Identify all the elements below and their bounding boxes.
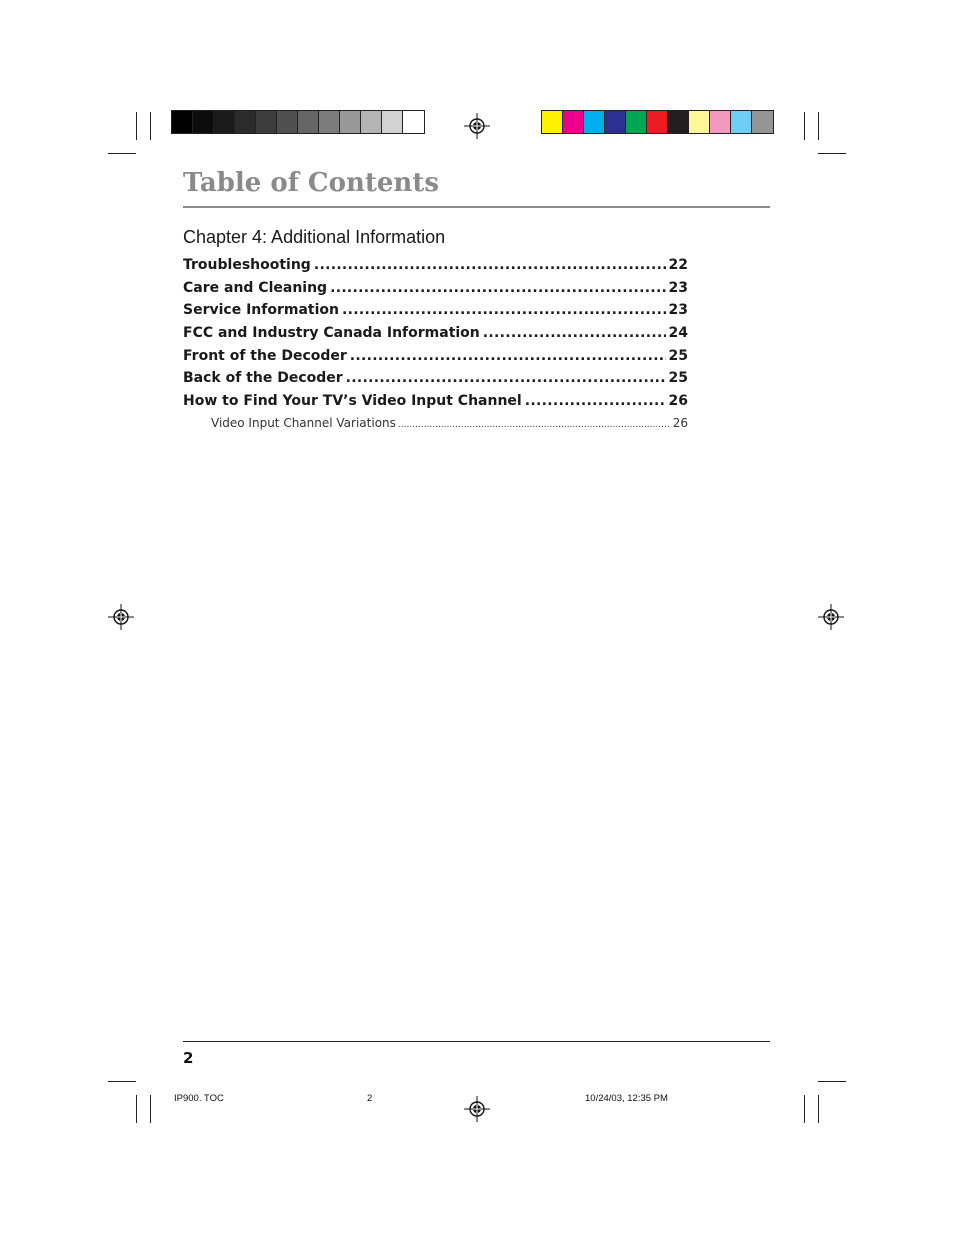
title-divider: [183, 206, 770, 208]
toc-leader-dots: [398, 420, 670, 430]
toc-entry-label: FCC and Industry Canada Information: [183, 325, 480, 342]
toc-entry-label: Front of the Decoder: [183, 347, 347, 364]
chapter-heading: Chapter 4: Additional Information: [183, 227, 446, 247]
calibration-swatch: [214, 111, 235, 133]
toc-entry[interactable]: [183, 348, 688, 371]
toc-entry[interactable]: [183, 257, 688, 280]
toc-leader-dots: [525, 393, 666, 409]
toc-entry-label: Service Information: [183, 302, 339, 319]
slug-date: 10/24/03, 12:35 PM: [585, 1093, 668, 1104]
calibration-swatch: [172, 111, 193, 133]
calibration-swatch: [647, 111, 668, 133]
page-number: 2: [183, 1049, 194, 1067]
toc-entry-label: Troubleshooting: [183, 257, 311, 273]
crop-mark: [804, 112, 805, 140]
toc-leader-dots: [483, 325, 666, 341]
toc-leader-dots: [346, 370, 666, 386]
calibration-swatch: [235, 111, 256, 133]
registration-mark-icon: [818, 604, 844, 630]
crop-mark: [804, 1095, 805, 1123]
calibration-swatch: [710, 111, 731, 133]
page-title: Table of Contents: [183, 168, 439, 198]
calibration-swatch: [298, 111, 319, 133]
grayscale-calibration-bar: [171, 110, 425, 134]
toc-entry[interactable]: [183, 280, 688, 303]
crop-mark: [818, 153, 846, 154]
calibration-swatch: [731, 111, 752, 133]
toc-entry-page: 26: [668, 393, 688, 410]
toc-entry-page: 25: [668, 370, 688, 387]
toc-entry-page: 23: [668, 279, 688, 296]
calibration-swatch: [403, 111, 424, 133]
calibration-swatch: [668, 111, 689, 133]
crop-mark: [108, 1081, 136, 1082]
crop-mark: [818, 1081, 846, 1082]
calibration-swatch: [340, 111, 361, 133]
crop-mark: [818, 1095, 819, 1123]
calibration-swatch: [563, 111, 584, 133]
calibration-swatch: [277, 111, 298, 133]
toc-entry-page: 25: [668, 347, 688, 364]
crop-mark: [136, 1095, 137, 1123]
toc-entry-label: Back of the Decoder: [183, 370, 343, 387]
calibration-swatch: [361, 111, 382, 133]
toc-entry[interactable]: [183, 302, 688, 325]
toc-leader-dots: [330, 280, 665, 296]
toc-subentry-label: Video Input Channel Variations: [211, 415, 396, 430]
crop-mark: [818, 112, 819, 140]
toc-entry[interactable]: [183, 393, 688, 416]
calibration-swatch: [256, 111, 277, 133]
toc-entry[interactable]: [183, 370, 688, 393]
crop-mark: [150, 1095, 151, 1123]
registration-mark-icon: [108, 604, 134, 630]
toc-entry[interactable]: [183, 325, 688, 348]
toc-subentry-page: 26: [672, 415, 688, 430]
crop-mark: [136, 112, 137, 140]
color-calibration-bar: [541, 110, 774, 134]
calibration-swatch: [193, 111, 214, 133]
calibration-swatch: [605, 111, 626, 133]
calibration-swatch: [319, 111, 340, 133]
toc-leader-dots: [342, 302, 666, 318]
footer-divider: [183, 1041, 770, 1042]
calibration-swatch: [689, 111, 710, 133]
table-of-contents: [183, 257, 688, 434]
toc-entry-page: 23: [668, 302, 688, 319]
registration-mark-icon: [464, 113, 490, 139]
crop-mark: [150, 112, 151, 140]
toc-leader-dots: [314, 257, 666, 273]
slug-page: 2: [367, 1093, 373, 1104]
toc-entry-label: Care and Cleaning: [183, 279, 328, 296]
toc-entry-page: 24: [668, 325, 688, 342]
calibration-swatch: [382, 111, 403, 133]
calibration-swatch: [626, 111, 647, 133]
toc-entry-label: How to Find Your TV’s Video Input Channel: [183, 393, 522, 410]
calibration-swatch: [542, 111, 563, 133]
toc-entry-page: 22: [668, 257, 688, 273]
toc-subentry[interactable]: [211, 416, 688, 434]
crop-mark: [108, 153, 136, 154]
slug-filename: IP900. TOC: [174, 1093, 224, 1104]
toc-leader-dots: [350, 348, 666, 364]
calibration-swatch: [752, 111, 773, 133]
registration-mark-icon: [464, 1096, 490, 1122]
calibration-swatch: [584, 111, 605, 133]
